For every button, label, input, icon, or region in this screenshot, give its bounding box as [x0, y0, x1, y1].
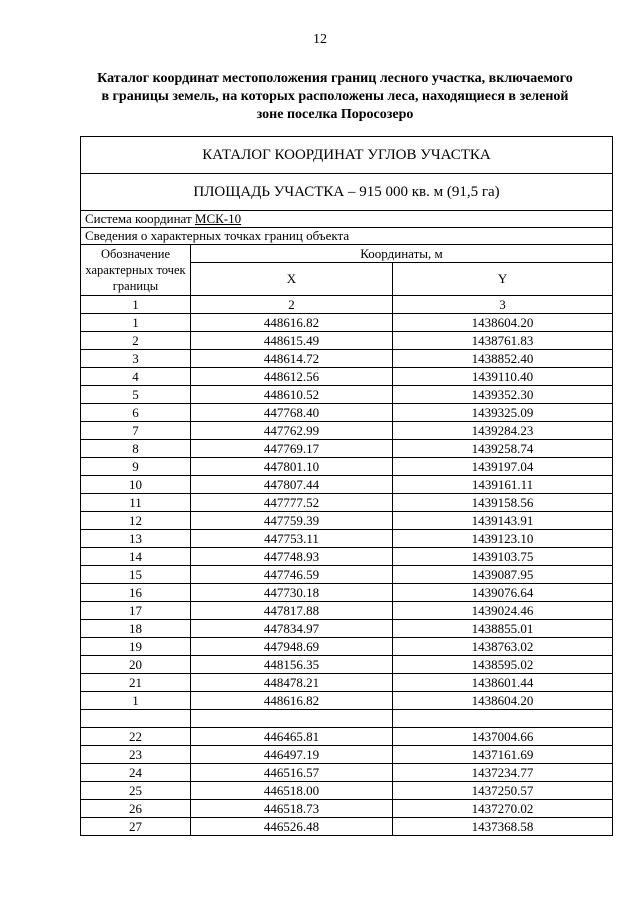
column-number: 1: [81, 296, 191, 314]
point-id-cell: 20: [81, 656, 191, 674]
table-row: [81, 314, 613, 332]
point-id-cell: 11: [81, 494, 191, 512]
x-coordinate-cell: 447762.99: [191, 422, 393, 440]
y-coordinate-cell: 1439103.75: [393, 548, 613, 566]
x-coordinate-cell: 448614.72: [191, 350, 393, 368]
y-coordinate-cell: 1438761.83: [393, 332, 613, 350]
table-row: [81, 350, 613, 368]
point-id-cell: 2: [81, 332, 191, 350]
coordinate-system-label: Система координат: [85, 211, 195, 226]
x-coordinate-cell: 446518.00: [191, 782, 393, 800]
y-coordinate-cell: 1439258.74: [393, 440, 613, 458]
point-id-cell: 16: [81, 584, 191, 602]
x-coordinate-cell: 447777.52: [191, 494, 393, 512]
y-coordinate-cell: 1438601.44: [393, 674, 613, 692]
coordinate-system-value: МСК-10: [194, 211, 242, 226]
column-number: 3: [393, 296, 613, 314]
table-row: [81, 386, 613, 404]
point-id-cell: 8: [81, 440, 191, 458]
table-row: [81, 692, 613, 710]
y-coordinate-cell: 1437270.02: [393, 800, 613, 818]
x-coordinate-cell: 448615.49: [191, 332, 393, 350]
x-coordinate-cell: 448616.82: [191, 314, 393, 332]
point-id-cell: 10: [81, 476, 191, 494]
point-id-cell: 1: [81, 692, 191, 710]
table-row: [81, 494, 613, 512]
y-coordinate-cell: 1437234.77: [393, 764, 613, 782]
y-coordinate-cell: 1438604.20: [393, 314, 613, 332]
y-coordinate-cell: 1439143.91: [393, 512, 613, 530]
title-line: в границы земель, на которых расположены леса, находящиеся в зеленой: [101, 89, 569, 104]
y-coordinate-cell: 1438604.20: [393, 692, 613, 710]
y-coordinate-cell: 1439197.04: [393, 458, 613, 476]
x-coordinate-cell: 447801.10: [191, 458, 393, 476]
table-row: [81, 800, 613, 818]
table-row: [81, 584, 613, 602]
x-coordinate-cell: [191, 710, 393, 728]
y-coordinate-cell: 1437004.66: [393, 728, 613, 746]
table-row: [81, 458, 613, 476]
table-row: [81, 746, 613, 764]
table-row: [81, 782, 613, 800]
x-coordinate-cell: 447746.59: [191, 566, 393, 584]
table-row: [81, 512, 613, 530]
point-id-cell: 24: [81, 764, 191, 782]
point-id-cell: 21: [81, 674, 191, 692]
y-coordinate-cell: 1438855.01: [393, 620, 613, 638]
x-coordinate-cell: 448478.21: [191, 674, 393, 692]
y-coordinate-cell: 1437161.69: [393, 746, 613, 764]
x-coordinate-cell: 446465.81: [191, 728, 393, 746]
x-coordinate-cell: 446526.48: [191, 818, 393, 836]
column-header-y: Y: [393, 263, 613, 296]
table-row: [81, 440, 613, 458]
point-id-cell: 9: [81, 458, 191, 476]
x-coordinate-cell: 447759.39: [191, 512, 393, 530]
table-row: [81, 422, 613, 440]
x-coordinate-cell: 448612.56: [191, 368, 393, 386]
y-coordinate-cell: 1438852.40: [393, 350, 613, 368]
point-id-cell: 15: [81, 566, 191, 584]
table-row: [81, 728, 613, 746]
area-caption: ПЛОЩАДЬ УЧАСТКА – 915 000 кв. м (91,5 га): [81, 174, 613, 211]
table-row: [81, 602, 613, 620]
y-coordinate-cell: 1439087.95: [393, 566, 613, 584]
point-id-cell: 27: [81, 818, 191, 836]
y-coordinate-cell: 1439352.30: [393, 386, 613, 404]
table-row: [81, 530, 613, 548]
table-row: [81, 764, 613, 782]
y-coordinate-cell: 1438763.02: [393, 638, 613, 656]
x-coordinate-cell: 447730.18: [191, 584, 393, 602]
x-coordinate-cell: 448610.52: [191, 386, 393, 404]
y-coordinate-cell: 1439076.64: [393, 584, 613, 602]
x-coordinate-cell: 448156.35: [191, 656, 393, 674]
table-row: [81, 674, 613, 692]
table-row: [81, 332, 613, 350]
y-coordinate-cell: 1439158.56: [393, 494, 613, 512]
x-coordinate-cell: 447753.11: [191, 530, 393, 548]
x-coordinate-cell: 447948.69: [191, 638, 393, 656]
point-id-cell: 19: [81, 638, 191, 656]
y-coordinate-cell: 1439110.40: [393, 368, 613, 386]
y-coordinate-cell: 1437368.58: [393, 818, 613, 836]
coordinate-system: [81, 211, 613, 228]
x-coordinate-cell: 448616.82: [191, 692, 393, 710]
point-id-cell: 23: [81, 746, 191, 764]
table-row: [81, 710, 613, 728]
x-coordinate-cell: 447768.40: [191, 404, 393, 422]
y-coordinate-cell: 1439284.23: [393, 422, 613, 440]
y-coordinate-cell: 1439325.09: [393, 404, 613, 422]
point-id-cell: 22: [81, 728, 191, 746]
point-id-cell: 18: [81, 620, 191, 638]
point-id-cell: 12: [81, 512, 191, 530]
table-row: [81, 818, 613, 836]
column-header-x: X: [191, 263, 393, 296]
table-row: [81, 638, 613, 656]
point-id-cell: 14: [81, 548, 191, 566]
y-coordinate-cell: 1439161.11: [393, 476, 613, 494]
y-coordinate-cell: 1439024.46: [393, 602, 613, 620]
points-info: Сведения о характерных точках границ объекта: [81, 228, 613, 245]
x-coordinate-cell: 447807.44: [191, 476, 393, 494]
column-header-point: Обозначение характерных точек границы: [81, 245, 191, 296]
point-id-cell: 17: [81, 602, 191, 620]
point-id-cell: 13: [81, 530, 191, 548]
point-id-cell: 7: [81, 422, 191, 440]
x-coordinate-cell: 446497.19: [191, 746, 393, 764]
x-coordinate-cell: 447769.17: [191, 440, 393, 458]
column-number: 2: [191, 296, 393, 314]
title-line: Каталог координат местоположения границ лесного участка, включаемого: [97, 71, 573, 86]
point-id-cell: 6: [81, 404, 191, 422]
y-coordinate-cell: 1437250.57: [393, 782, 613, 800]
title-line: зоне поселка Поросозеро: [256, 107, 414, 122]
table-row: [81, 620, 613, 638]
table-row: [81, 566, 613, 584]
page-number: 12: [313, 32, 327, 47]
table-row: [81, 656, 613, 674]
point-id-cell: [81, 710, 191, 728]
point-id-cell: 4: [81, 368, 191, 386]
x-coordinate-cell: 447834.97: [191, 620, 393, 638]
x-coordinate-cell: 447748.93: [191, 548, 393, 566]
point-id-cell: 26: [81, 800, 191, 818]
y-coordinate-cell: 1438595.02: [393, 656, 613, 674]
point-id-cell: 5: [81, 386, 191, 404]
y-coordinate-cell: [393, 710, 613, 728]
table-row: [81, 476, 613, 494]
column-header-coordinates: Координаты, м: [191, 245, 613, 263]
table-row: [81, 548, 613, 566]
coordinates-table: [80, 136, 613, 836]
table-row: [81, 368, 613, 386]
document-title: [75, 70, 595, 124]
x-coordinate-cell: 446518.73: [191, 800, 393, 818]
point-id-cell: 25: [81, 782, 191, 800]
point-id-cell: 3: [81, 350, 191, 368]
point-id-cell: 1: [81, 314, 191, 332]
y-coordinate-cell: 1439123.10: [393, 530, 613, 548]
x-coordinate-cell: 446516.57: [191, 764, 393, 782]
table-caption: КАТАЛОГ КООРДИНАТ УГЛОВ УЧАСТКА: [81, 137, 613, 174]
x-coordinate-cell: 447817.88: [191, 602, 393, 620]
table-row: [81, 404, 613, 422]
